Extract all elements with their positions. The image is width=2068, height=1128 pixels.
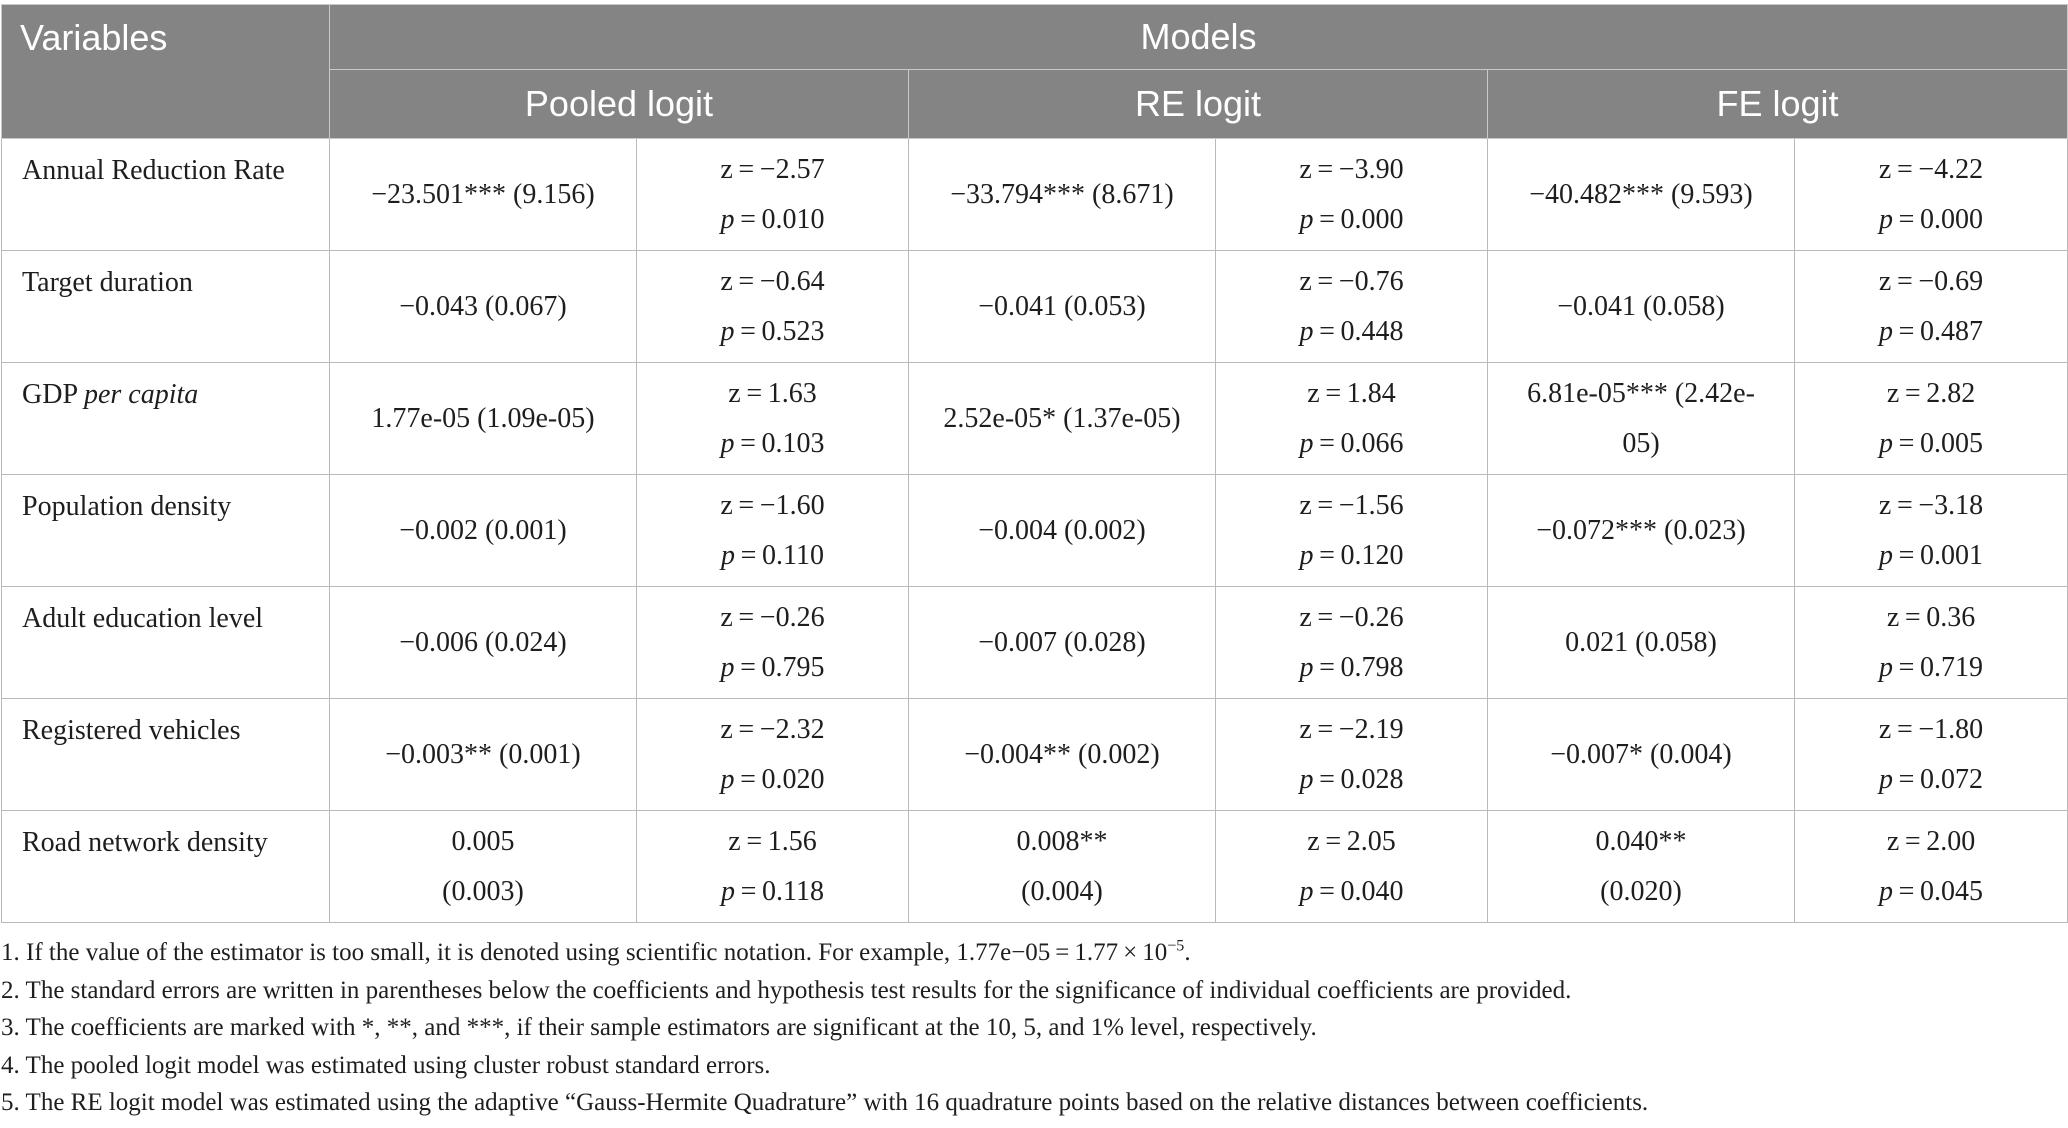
table-row <box>2 139 2068 251</box>
coefficient-cell: 6.81e-05*** (2.42e-05) <box>1488 363 1795 475</box>
coef-se: (0.020) <box>1600 875 1682 907</box>
z-stat: z = −3.18 <box>1878 489 1984 521</box>
coef-se: (0.003) <box>442 875 524 907</box>
regression-table <box>1 4 2068 923</box>
variable-name: Target duration <box>2 251 330 363</box>
variable-name: Road network density <box>2 811 330 923</box>
p-value: p = 0.110 <box>721 539 824 571</box>
p-value: p = 0.020 <box>720 763 825 795</box>
coefficient-cell: 0.021 (0.058) <box>1488 587 1795 699</box>
coefficient-cell: −0.004 (0.002) <box>909 475 1216 587</box>
z-stat: z = −0.76 <box>1299 265 1404 297</box>
variable-name: Annual Reduction Rate <box>2 139 330 251</box>
variable-name: GDP per capita <box>2 363 330 475</box>
coefficient-cell: −40.482*** (9.593) <box>1488 139 1795 251</box>
z-stat: z = 1.63 <box>728 377 817 409</box>
test-cell <box>637 699 909 811</box>
p-value: p = 0.795 <box>720 651 825 683</box>
z-stat: z = 1.84 <box>1307 377 1396 409</box>
z-stat: z = 2.05 <box>1307 825 1396 857</box>
note-4: 4. The pooled logit model was estimated using cluster robust standard errors. <box>1 1051 771 1079</box>
model-header-re: RE logit <box>909 70 1488 139</box>
coef-value: 0.040** <box>1595 825 1687 857</box>
variable-name: Adult education level <box>2 587 330 699</box>
models-header: Models <box>330 5 2068 70</box>
p-value: p = 0.487 <box>1879 315 1984 347</box>
test-cell <box>1795 139 2068 251</box>
test-cell <box>637 363 909 475</box>
coefficient-cell <box>1488 811 1795 923</box>
z-stat: z = −0.64 <box>720 265 825 297</box>
coefficient-cell <box>909 811 1216 923</box>
p-value: p = 0.719 <box>1879 651 1984 683</box>
test-cell <box>1795 587 2068 699</box>
coefficient-cell <box>330 811 637 923</box>
p-value: p = 0.523 <box>720 315 825 347</box>
p-value: p = 0.072 <box>1879 763 1984 795</box>
coef-value: 0.005 <box>451 825 515 857</box>
z-stat: z = 2.82 <box>1886 377 1976 409</box>
p-value: p = 0.448 <box>1299 315 1404 347</box>
test-cell <box>1216 363 1488 475</box>
coefficient-cell: −0.072*** (0.023) <box>1488 475 1795 587</box>
note-2: 2. The standard errors are written in parentheses below the coefficients and hypothesis test results for the significance of individual coefficients are provided. <box>1 976 1572 1004</box>
z-stat: z = 0.36 <box>1886 601 1976 633</box>
coefficient-cell: −23.501*** (9.156) <box>330 139 637 251</box>
variable-name: Population density <box>2 475 330 587</box>
z-stat: z = −4.22 <box>1878 153 1984 185</box>
z-stat: z = 2.00 <box>1886 825 1976 857</box>
z-stat: z = 1.56 <box>728 825 817 857</box>
z-stat: z = −1.60 <box>720 489 825 521</box>
p-value: p = 0.120 <box>1299 539 1404 571</box>
model-header-pooled: Pooled logit <box>330 70 909 139</box>
variable-name: Registered vehicles <box>2 699 330 811</box>
test-cell <box>1216 587 1488 699</box>
p-value: p = 0.118 <box>721 875 824 907</box>
z-stat: z = −2.32 <box>720 713 825 745</box>
coefficient-cell: −33.794*** (8.671) <box>909 139 1216 251</box>
p-value: p = 0.798 <box>1299 651 1404 683</box>
test-cell <box>1216 699 1488 811</box>
coef-se: (0.004) <box>1021 875 1103 907</box>
table-row <box>2 475 2068 587</box>
coefficient-cell: 2.52e-05* (1.37e-05) <box>909 363 1216 475</box>
variables-header: Variables <box>2 5 330 139</box>
table-row <box>2 363 2068 475</box>
p-value: p = 0.001 <box>1879 539 1984 571</box>
table-row <box>2 811 2068 923</box>
p-value: p = 0.103 <box>720 427 825 459</box>
z-stat: z = −0.26 <box>720 601 825 633</box>
p-value: p = 0.000 <box>1299 203 1404 235</box>
coefficient-cell: −0.007* (0.004) <box>1488 699 1795 811</box>
test-cell <box>637 139 909 251</box>
table-row <box>2 251 2068 363</box>
test-cell <box>1216 251 1488 363</box>
test-cell <box>1216 139 1488 251</box>
test-cell <box>1795 475 2068 587</box>
p-value: p = 0.045 <box>1879 875 1984 907</box>
test-cell <box>637 251 909 363</box>
test-cell <box>637 475 909 587</box>
test-cell <box>637 587 909 699</box>
note-3: 3. The coefficients are marked with *, **, and ***, if their sample estimators are significant at the 10, 5, and 1% level, respectively. <box>1 1014 1317 1041</box>
coefficient-cell: −0.043 (0.067) <box>330 251 637 363</box>
z-stat: z = −0.26 <box>1299 601 1404 633</box>
coefficient-cell: −0.004** (0.002) <box>909 699 1216 811</box>
table-row <box>2 699 2068 811</box>
z-stat: z = −1.56 <box>1299 489 1404 521</box>
coefficient-cell: −0.002 (0.001) <box>330 475 637 587</box>
p-value: p = 0.005 <box>1879 427 1984 459</box>
coefficient-cell: −0.041 (0.058) <box>1488 251 1795 363</box>
model-header-fe: FE logit <box>1488 70 2068 139</box>
coef-value: 0.008** <box>1016 825 1108 857</box>
header-row-top <box>2 5 2068 70</box>
z-stat: z = −3.90 <box>1299 153 1404 185</box>
p-value: p = 0.028 <box>1299 763 1404 795</box>
note-1: 1. If the value of the estimator is too small, it is denoted using scientific notation. For example, $1.77e-05 = 1.77 \times 10^{-5}$. <box>1 937 1191 966</box>
test-cell <box>1795 251 2068 363</box>
z-stat: z = −1.80 <box>1878 713 1984 745</box>
test-cell <box>1795 811 2068 923</box>
test-cell <box>637 811 909 923</box>
test-cell <box>1216 811 1488 923</box>
coefficient-cell: −0.041 (0.053) <box>909 251 1216 363</box>
coefficient-cell: −0.003** (0.001) <box>330 699 637 811</box>
coefficient-cell: −0.006 (0.024) <box>330 587 637 699</box>
test-cell <box>1216 475 1488 587</box>
test-cell <box>1795 363 2068 475</box>
p-value: p = 0.010 <box>720 203 825 235</box>
z-stat: z = −2.57 <box>720 153 825 185</box>
z-stat: z = −2.19 <box>1299 713 1404 745</box>
p-value: p = 0.040 <box>1299 875 1404 907</box>
coefficient-cell: 1.77e-05 (1.09e-05) <box>330 363 637 475</box>
z-stat: z = −0.69 <box>1878 265 1984 297</box>
note-5: 5. The RE logit model was estimated using the adaptive “Gauss-Hermite Quadrature” with 16 quadrature points based on the relative distances between coefficients. <box>1 1089 1649 1116</box>
p-value: p = 0.000 <box>1879 203 1984 235</box>
test-cell <box>1795 699 2068 811</box>
table-notes <box>1 934 2061 1122</box>
coefficient-cell: −0.007 (0.028) <box>909 587 1216 699</box>
table-row <box>2 587 2068 699</box>
p-value: p = 0.066 <box>1299 427 1404 459</box>
